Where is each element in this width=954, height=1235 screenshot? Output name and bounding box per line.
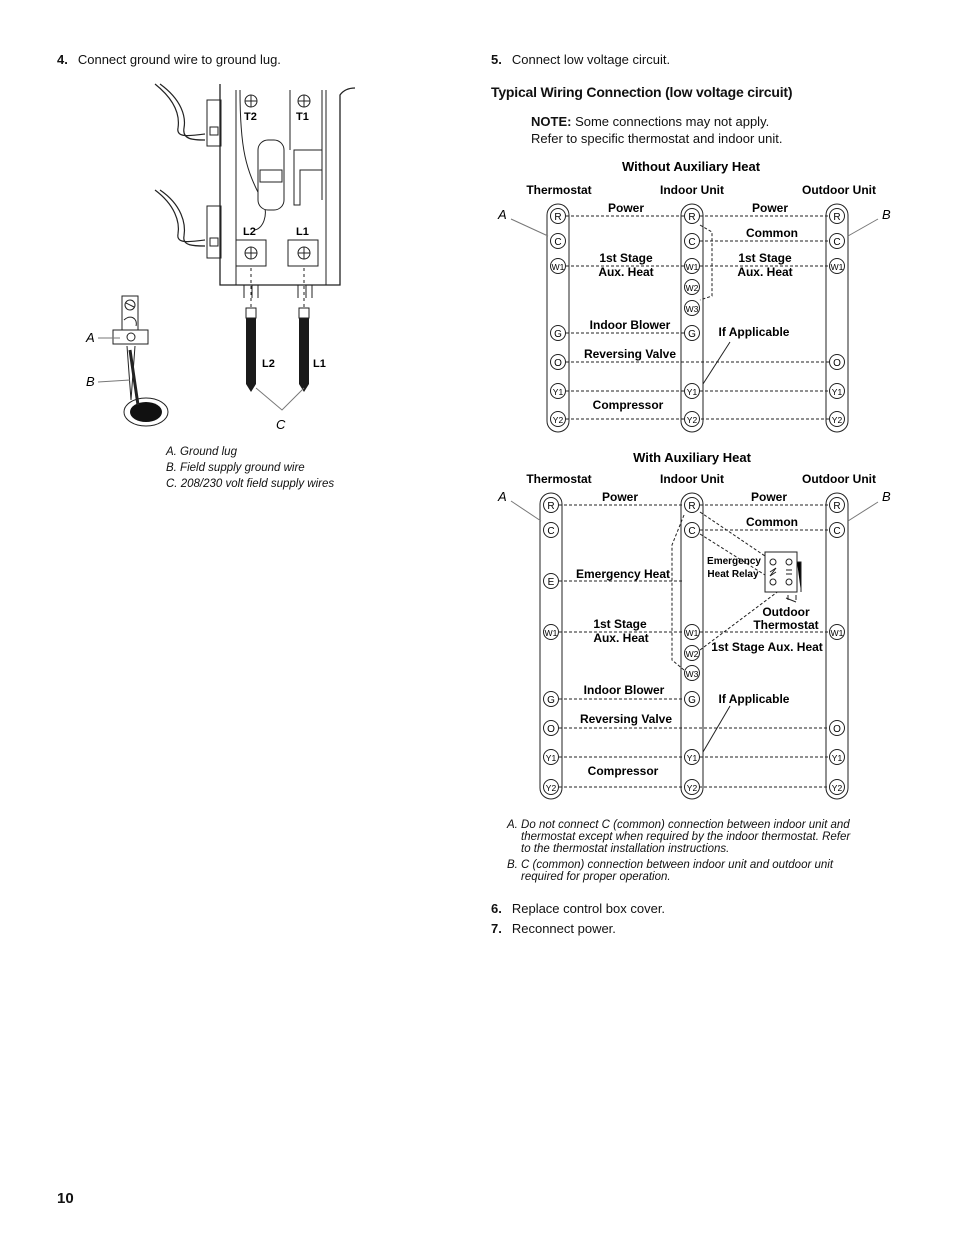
d2-thermostat-terminal-w1: W1 <box>544 628 558 638</box>
diagram-1-stage-right-2: Aux. Heat <box>737 265 793 279</box>
label-t1: T1 <box>296 111 309 123</box>
d1-thermostat-terminal-r: R <box>554 212 562 223</box>
diagram-1-stage-left-1: 1st Stage <box>599 251 653 265</box>
diagram-1-title: Without Auxiliary Heat <box>621 159 761 174</box>
step-7-number: 7. <box>491 921 502 936</box>
d1-outdoor-terminal-y2: Y2 <box>831 415 843 425</box>
d2-outdoor-terminal-c: C <box>833 526 841 537</box>
d2-thermostat-terminal-y1: Y1 <box>545 753 557 763</box>
step-6 <box>491 901 665 916</box>
d2-indoor-terminal-y1: Y1 <box>686 753 698 763</box>
d2-outdoor-terminal-r: R <box>833 501 841 512</box>
d1-indoor-terminal-g: G <box>688 329 696 340</box>
step-6-number: 6. <box>491 901 502 916</box>
d2-indoor-terminal-w1: W1 <box>685 628 699 638</box>
d2-thermostat-terminal-c: C <box>547 526 555 537</box>
diagram-2-callout-a: A <box>498 489 507 504</box>
diagram-2-indoor-header: Indoor Unit <box>660 472 724 486</box>
d1-thermostat-terminal-y1: Y1 <box>552 387 564 397</box>
footnote-a-line-2: thermostat except when required by the indoor thermostat. Refer <box>521 831 851 843</box>
d2-outdoor-terminal-y1: Y1 <box>831 753 843 763</box>
d2-outdoor-terminal-w1: W1 <box>830 628 844 638</box>
step-7 <box>491 921 616 936</box>
d2-indoor-terminal-g: G <box>688 695 696 706</box>
caption-a: A. Ground lug <box>166 446 237 458</box>
diagram-1-power-left: Power <box>607 201 645 215</box>
d2-outdoor-terminal-y2: Y2 <box>831 783 843 793</box>
step-5-number: 5. <box>491 52 502 67</box>
diagram-1-stage-right-1: 1st Stage <box>738 251 792 265</box>
step-4 <box>57 52 281 67</box>
d1-indoor-terminal-y2: Y2 <box>686 415 698 425</box>
d1-thermostat-terminal-y2: Y2 <box>552 415 564 425</box>
diagram-1-callout-a: A <box>498 207 507 222</box>
note-line-1: Some connections may not apply. <box>575 114 770 129</box>
step-4-number: 4. <box>57 52 68 67</box>
diagram-2-common: Common <box>746 515 798 529</box>
diagram-1-outdoor-header: Outdoor Unit <box>802 183 876 197</box>
d2-indoor-terminal-w3: W3 <box>685 669 699 679</box>
note-label: NOTE: <box>531 114 572 129</box>
callout-b: B <box>86 374 95 389</box>
label-l1: L1 <box>296 226 309 238</box>
note-line-2: Refer to specific thermostat and indoor unit. <box>531 131 783 146</box>
d1-thermostat-terminal-o: O <box>554 358 562 369</box>
wiring-diagram-with-aux <box>490 446 910 806</box>
diagram-2-power-right: Power <box>750 490 788 504</box>
step-5 <box>491 52 670 67</box>
diagram-2-stage-left-2: Aux. Heat <box>593 631 649 645</box>
d2-thermostat-terminal-e: E <box>547 577 555 588</box>
d1-outdoor-terminal-r: R <box>833 212 841 223</box>
diagram-2-indoor-blower: Indoor Blower <box>583 683 665 697</box>
diagram-1-thermostat-header: Thermostat <box>526 183 592 197</box>
d2-indoor-terminal-w2: W2 <box>685 649 699 659</box>
d2-indoor-terminal-r: R <box>688 501 696 512</box>
diagram-1-reversing-valve: Reversing Valve <box>583 347 677 361</box>
d1-outdoor-terminal-w1: W1 <box>830 262 844 272</box>
diagram-1-indoor-blower: Indoor Blower <box>589 318 671 332</box>
step-5-text: Connect low voltage circuit. <box>511 52 671 67</box>
diagram-1-power-right: Power <box>751 201 789 215</box>
diagram-2-relay-line-2: Heat Relay <box>707 569 759 580</box>
diagram-2-compressor: Compressor <box>587 764 659 778</box>
label-t2: T2 <box>244 111 257 123</box>
d1-outdoor-terminal-c: C <box>833 237 841 248</box>
diagram-2-relay-line-1: Emergency <box>707 556 761 567</box>
diagram-2-stage-left-1: 1st Stage <box>593 617 647 631</box>
diagram-2-outdoor-thermostat-1: Outdoor <box>762 605 810 619</box>
figure-captions <box>166 444 334 492</box>
d1-thermostat-terminal-c: C <box>554 237 562 248</box>
footnote-b-line-1: B. C (common) connection between indoor unit and outdoor unit <box>507 859 834 871</box>
d1-outdoor-terminal-o: O <box>833 358 841 369</box>
d1-indoor-terminal-r: R <box>688 212 696 223</box>
d1-outdoor-terminal-y1: Y1 <box>831 387 843 397</box>
diagram-1-callout-b: B <box>882 207 891 222</box>
wire-label-l1: L1 <box>313 358 326 370</box>
d1-indoor-terminal-w2: W2 <box>685 283 699 293</box>
diagram-1-stage-left-2: Aux. Heat <box>598 265 654 279</box>
caption-b: B. Field supply ground wire <box>166 462 305 474</box>
diagram-1-if-applicable: If Applicable <box>718 325 790 339</box>
footnote-b-line-2: required for proper operation. <box>521 871 671 883</box>
callout-c: C <box>276 417 286 432</box>
diagram-2-title: With Auxiliary Heat <box>633 450 751 465</box>
section-title: Typical Wiring Connection (low voltage circuit) <box>491 84 793 100</box>
d1-indoor-terminal-c: C <box>688 237 696 248</box>
terminal-block-figure <box>70 80 410 450</box>
d1-indoor-terminal-y1: Y1 <box>686 387 698 397</box>
d1-indoor-terminal-w3: W3 <box>685 304 699 314</box>
diagram-1-common: Common <box>746 226 798 240</box>
wiring-diagram-without-aux <box>490 155 910 440</box>
diagram-2-emergency-heat: Emergency Heat <box>575 567 671 581</box>
wire-label-l2: L2 <box>262 358 275 370</box>
callout-a: A <box>86 330 95 345</box>
note <box>531 113 782 147</box>
page-number: 10 <box>57 1190 74 1207</box>
d2-thermostat-terminal-g: G <box>547 695 555 706</box>
d2-thermostat-terminal-o: O <box>547 724 555 735</box>
d2-indoor-terminal-c: C <box>688 526 696 537</box>
d2-outdoor-terminal-o: O <box>833 724 841 735</box>
d1-thermostat-terminal-g: G <box>554 329 562 340</box>
diagram-2-stage-right: 1st Stage Aux. Heat <box>711 640 823 654</box>
label-l2: L2 <box>243 226 256 238</box>
diagram-2-reversing-valve: Reversing Valve <box>579 712 673 726</box>
d2-indoor-terminal-y2: Y2 <box>686 783 698 793</box>
diagram-2-thermostat-header: Thermostat <box>526 472 592 486</box>
diagram-1-compressor: Compressor <box>592 398 664 412</box>
step-6-text: Replace control box cover. <box>511 901 666 916</box>
footnote-a-line-1: A. Do not connect C (common) connection between indoor unit and <box>507 819 850 831</box>
diagram-2-power-left: Power <box>601 490 639 504</box>
d1-indoor-terminal-w1: W1 <box>685 262 699 272</box>
diagram-2-callout-b: B <box>882 489 891 504</box>
d2-thermostat-terminal-r: R <box>547 501 555 512</box>
diagram-2-if-applicable: If Applicable <box>718 692 790 706</box>
d1-thermostat-terminal-w1: W1 <box>551 262 565 272</box>
diagram-2-outdoor-thermostat-2: Thermostat <box>753 618 819 632</box>
caption-c: C. 208/230 volt field supply wires <box>166 478 335 490</box>
step-7-text: Reconnect power. <box>511 921 616 936</box>
d2-thermostat-terminal-y2: Y2 <box>545 783 557 793</box>
footnote-a-line-3: to the thermostat installation instructions. <box>521 843 730 855</box>
footnotes <box>507 819 850 883</box>
diagram-1-indoor-header: Indoor Unit <box>660 183 724 197</box>
step-4-text: Connect ground wire to ground lug. <box>77 52 281 67</box>
diagram-2-outdoor-header: Outdoor Unit <box>802 472 876 486</box>
